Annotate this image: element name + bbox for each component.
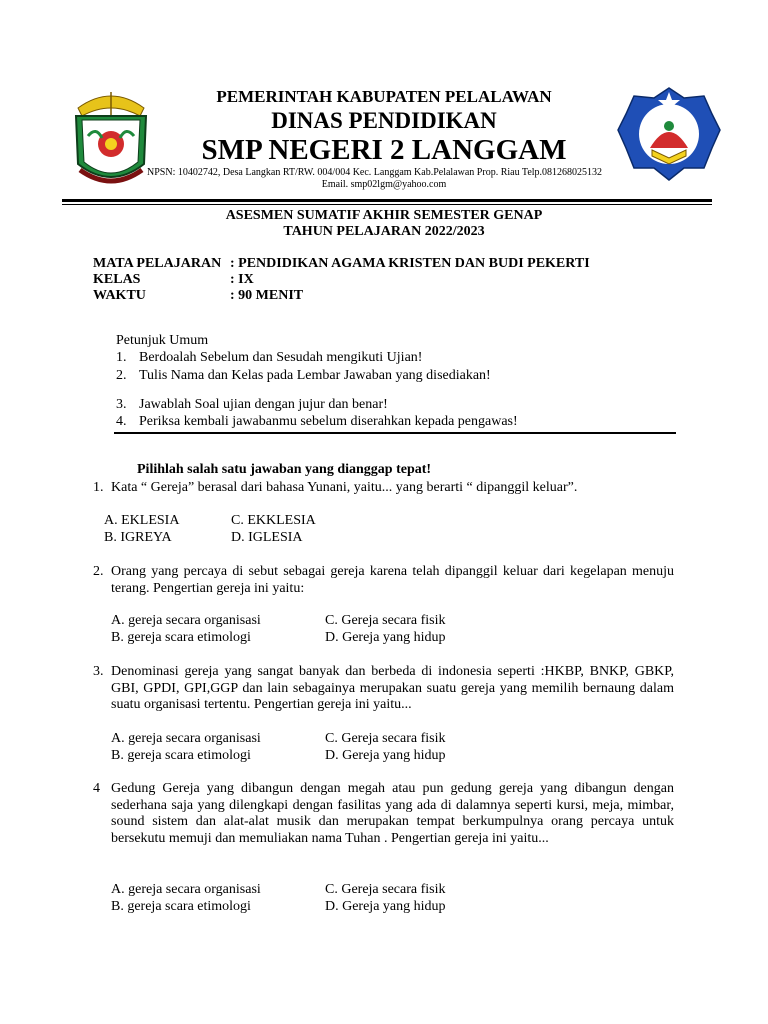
question-text: Denominasi gereja yang sangat banyak dan berbeda di indonesia seperti :HKBP, BNKP, GBKP, GBI, GPDI, GPI,GGP dan lain sebagainya merupakan suatu gereja yang memilih bernaung dalam suatu organisasi tertentu. Pengertian gereja ini yaitu...: [111, 664, 674, 712]
instructions-underline: [114, 432, 676, 434]
question-number: 4: [93, 781, 100, 796]
meta-value-time: : 90 MENIT: [230, 288, 304, 303]
exam-title: ASESMEN SUMATIF AKHIR SEMESTER GENAP: [225, 208, 543, 223]
instruction-num: 2.: [116, 368, 127, 383]
agency-name: DINAS PENDIDIKAN: [271, 108, 497, 133]
government-name: PEMERINTAH KABUPATEN PELALAWAN: [216, 87, 552, 106]
instruction-num: 3.: [116, 397, 127, 412]
option-c: C. Gereja secara fisik: [325, 731, 446, 746]
school-email: Email. smp02lgm@yahoo.com: [321, 179, 447, 190]
instruction-text: Jawablah Soal ujian dengan jujur dan benar!: [139, 397, 388, 412]
meta-label-subject: MATA PELAJARAN: [93, 256, 222, 271]
option-d: D. IGLESIA: [231, 530, 303, 545]
option-b: B. gereja scara etimologi: [111, 748, 251, 763]
instructions-heading: Petunjuk Umum: [116, 333, 209, 348]
meta-value-subject: : PENDIDIKAN AGAMA KRISTEN DAN BUDI PEKERTI: [230, 256, 590, 271]
option-a: A. EKLESIA: [104, 513, 180, 528]
question-number: 1.: [93, 480, 104, 495]
option-c: C. Gereja secara fisik: [325, 613, 446, 628]
question-number: 2.: [93, 564, 104, 579]
instruction-num: 4.: [116, 414, 127, 429]
option-a: A. gereja secara organisasi: [111, 882, 261, 897]
school-name: SMP NEGERI 2 LANGGAM: [201, 134, 567, 166]
school-address: NPSN: 10402742, Desa Langkan RT/RW. 004/004 Kec. Langgam Kab.Pelalawan Prop. Riau Telp.081268025132: [147, 167, 603, 178]
section-heading: Pilihlah salah satu jawaban yang dianggap tepat!: [137, 462, 432, 477]
meta-label-time: WAKTU: [93, 288, 146, 303]
option-a: A. gereja secara organisasi: [111, 731, 261, 746]
instruction-text: Periksa kembali jawabanmu sebelum diserahkan kepada pengawas!: [139, 414, 518, 429]
question-text: Gedung Gereja yang dibangun dengan megah atau pun gedung gereja yang dibangun dengan sederhana saja yang dilengkapi dengan fasilitas yang ada di dalamnya seperti kursi, meja, mimbar, sound sistem dan alat-alat musik dan merupakan tempat berkumpulnya orang percaya untuk bersekutu memuji dan memuliakan nama Tuhan . Pengertian gereja ini yaitu...: [111, 781, 674, 846]
option-b: B. gereja scara etimologi: [111, 630, 251, 645]
instruction-text: Tulis Nama dan Kelas pada Lembar Jawaban yang disediakan!: [139, 368, 491, 383]
header-divider-thick: [62, 199, 712, 202]
option-d: D. Gereja yang hidup: [325, 899, 446, 914]
option-c: C. EKKLESIA: [231, 513, 316, 528]
option-c: C. Gereja secara fisik: [325, 882, 446, 897]
question-text: Kata “ Gereja” berasal dari bahasa Yunani, yaitu... yang berarti “ dipanggil keluar”.: [111, 480, 578, 495]
question-number: 3.: [93, 664, 104, 679]
header-divider-thin: [62, 204, 712, 205]
option-b: B. gereja scara etimologi: [111, 899, 251, 914]
option-a: A. gereja secara organisasi: [111, 613, 261, 628]
option-d: D. Gereja yang hidup: [325, 630, 446, 645]
question-text: Orang yang percaya di sebut sebagai gereja karena telah dipanggil keluar dari kegelapan menuju terang. Pengertian gereja ini yaitu:: [111, 564, 674, 596]
instruction-num: 1.: [116, 350, 127, 365]
instruction-text: Berdoalah Sebelum dan Sesudah mengikuti Ujian!: [139, 350, 423, 365]
option-d: D. Gereja yang hidup: [325, 748, 446, 763]
meta-label-class: KELAS: [93, 272, 141, 287]
meta-value-class: : IX: [230, 272, 254, 287]
option-b: B. IGREYA: [104, 530, 172, 545]
exam-year: TAHUN PELAJARAN 2022/2023: [283, 224, 485, 239]
